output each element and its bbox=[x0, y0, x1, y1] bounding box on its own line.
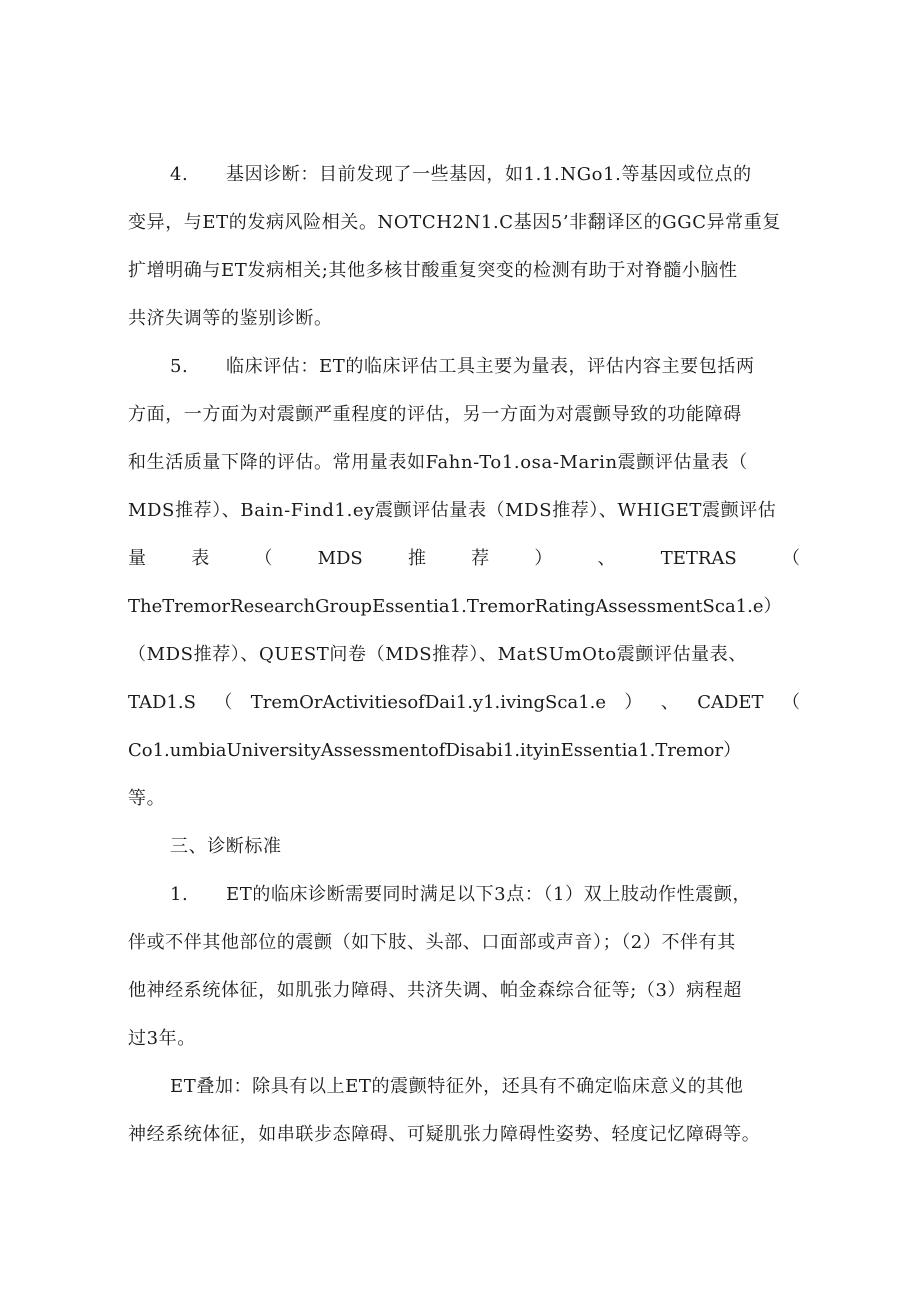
section5-line10: 等。 bbox=[128, 788, 166, 809]
line5-token: 、 bbox=[597, 548, 616, 569]
line8-token: 、 bbox=[660, 692, 679, 713]
section4-line2: 变异，与ET的发病风险相关。NOTCH2N1.C基因5’非翻译区的GGC异常重复 bbox=[128, 212, 781, 233]
section5-line6: TheTremorResearchGroupEssentia1.TremorRatingAssessmentSca1.e） bbox=[128, 596, 782, 617]
criteria1-text: ET的临床诊断需要同时满足以下3点：（1）双上肢动作性震颤， bbox=[226, 884, 752, 905]
section4-number: 4. bbox=[170, 164, 189, 185]
criteria1-number: 1. bbox=[170, 884, 189, 905]
line5-token: MDS bbox=[317, 548, 363, 569]
section5-line9: Co1.umbiaUniversityAssessmentofDisabi1.ityinEssentia1.Tremor） bbox=[128, 740, 742, 761]
section5-line5 bbox=[128, 547, 800, 571]
et-plus-line1: ET叠加：除具有以上ET的震颤特征外，还具有不确定临床意义的其他 bbox=[170, 1076, 744, 1097]
criteria1-line4: 过3年。 bbox=[128, 1028, 196, 1049]
section5-line7: （MDS推荐）、QUEST问卷（MDS推荐）、MatSUmOto震颤评估量表、 bbox=[128, 644, 747, 665]
section4-line4: 共济失调等的鉴别诊断。 bbox=[128, 308, 333, 329]
section5-line1 bbox=[170, 355, 800, 379]
section5-line3: 和生活质量下降的评估。常用量表如Fahn-To1.osa-Marin震颤评估量表（ bbox=[128, 452, 748, 473]
line8-token: ） bbox=[624, 692, 643, 713]
et-plus-line2: 神经系统体征，如串联步态障碍、可疑肌张力障碍性姿势、轻度记忆障碍等。 bbox=[128, 1124, 761, 1145]
line8-token: CADET bbox=[697, 692, 764, 713]
line5-token: 表 bbox=[191, 548, 210, 569]
line8-token: TAD1.S bbox=[128, 692, 196, 713]
section5-line2: 方面，一方面为对震颤严重程度的评估，另一方面为对震颤导致的功能障碍 bbox=[128, 404, 742, 425]
section4-line3: 扩增明确与ET发病相关;其他多核甘酸重复突变的检测有助于对脊髓小脑性 bbox=[128, 260, 738, 281]
section5-text: 临床评估：ET的临床评估工具主要为量表，评估内容主要包括两 bbox=[226, 356, 755, 377]
line5-token: ） bbox=[534, 548, 553, 569]
line5-token: 量 bbox=[128, 548, 146, 569]
line5-token: （ bbox=[254, 548, 273, 569]
criteria1-line3: 他神经系统体征，如肌张力障碍、共济失调、帕金森综合征等;（3）病程超 bbox=[128, 980, 742, 1001]
line8-token: TremOrActivitiesofDai1.y1.ivingSca1.e bbox=[250, 692, 607, 713]
section4-line1 bbox=[170, 163, 800, 187]
line5-token: 推 bbox=[407, 548, 426, 569]
section5-line8 bbox=[128, 691, 800, 715]
section5-line4: MDS推荐）、Bain-Find1.ey震颤评估量表（MDS推荐）、WHIGET震颤评估 bbox=[128, 500, 777, 521]
criteria1-line1 bbox=[170, 883, 800, 907]
section5-number: 5. bbox=[170, 356, 189, 377]
line5-token: 荐 bbox=[471, 548, 490, 569]
line8-token: （ bbox=[214, 692, 233, 713]
criteria1-line2: 伴或不伴其他部位的震颤（如下肢、头部、口面部或声音）；（2）不伴有其 bbox=[128, 932, 736, 953]
section4-text: 基因诊断：目前发现了一些基因，如1.1.NGo1.等基因或位点的 bbox=[226, 164, 752, 185]
line8-token: （ bbox=[781, 692, 800, 713]
line5-token: TETRAS bbox=[660, 548, 737, 569]
section3-heading: 三、诊断标准 bbox=[170, 836, 282, 857]
line5-token: （ bbox=[781, 548, 800, 569]
